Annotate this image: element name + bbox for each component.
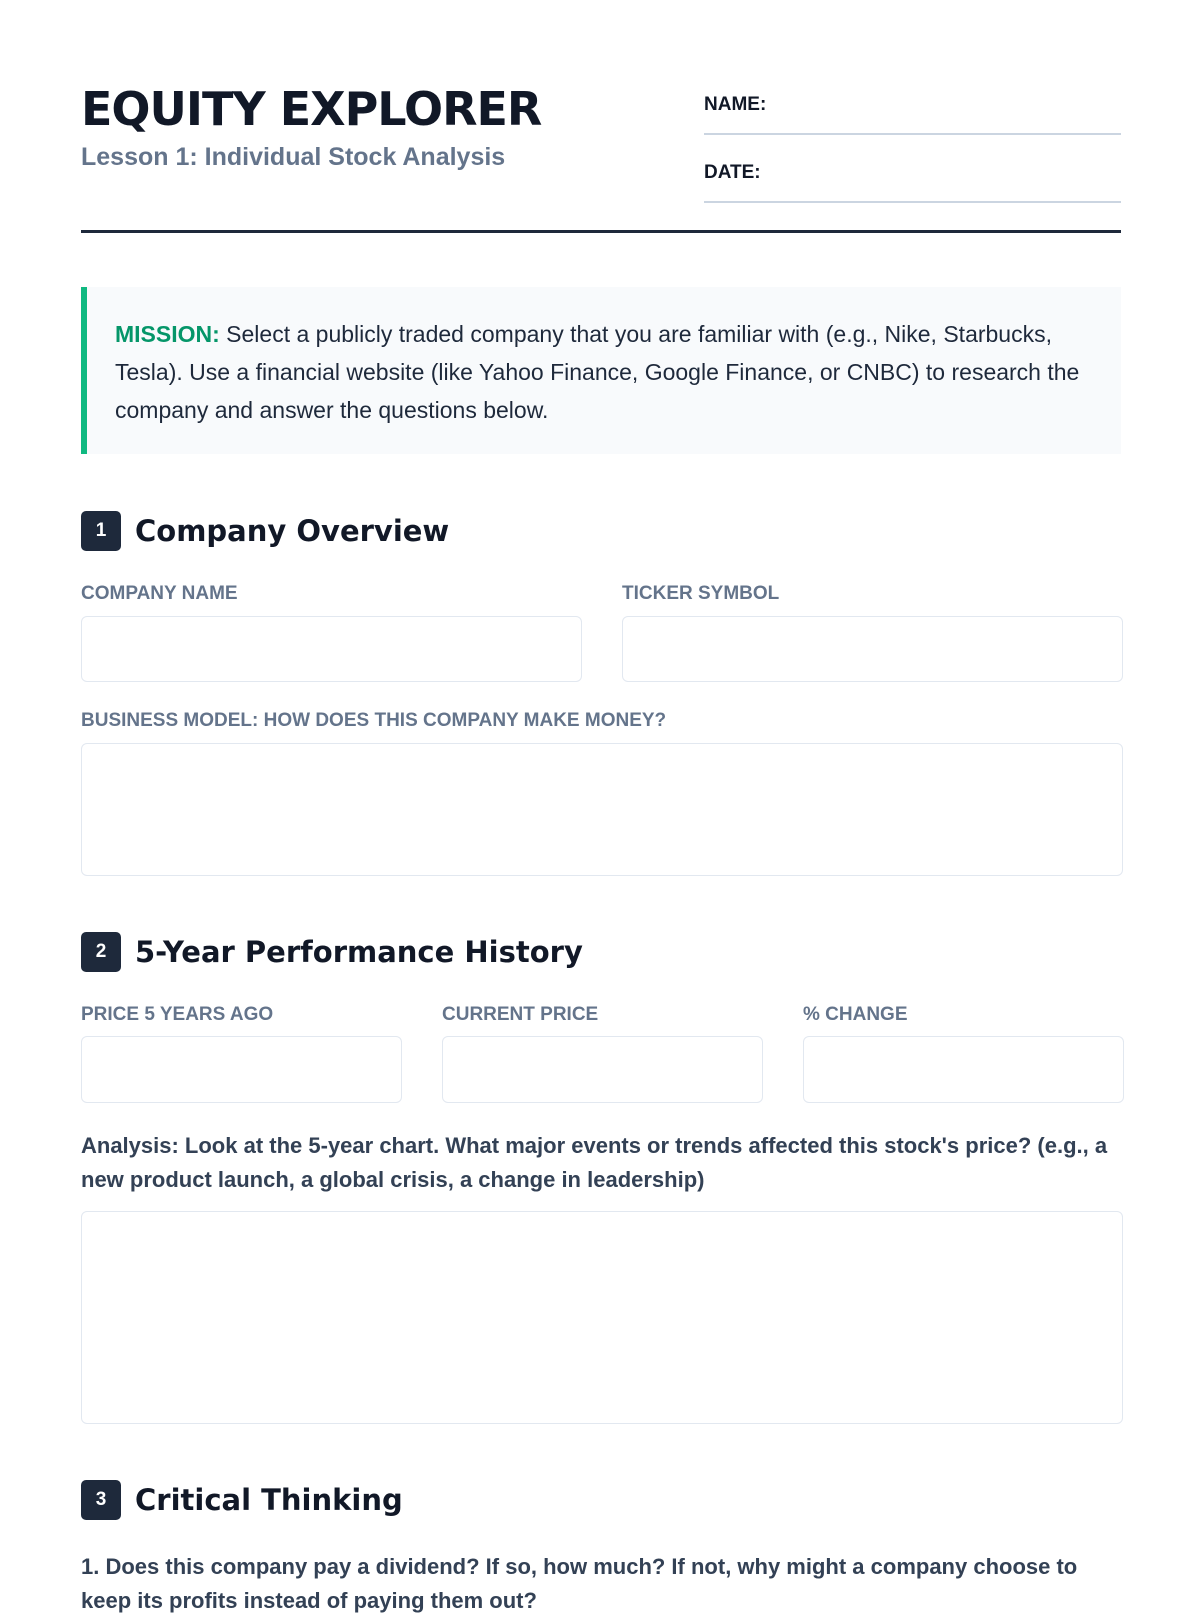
date-label: DATE: [704, 162, 761, 183]
section-number-badge: 2 [81, 932, 121, 972]
mission-label: MISSION: [115, 321, 220, 347]
current-price-field[interactable] [442, 1036, 763, 1103]
dividend-question: 1. Does this company pay a dividend? If so, how much? If not, why might a company choose to keep its profits instead of paying them out? [81, 1554, 1078, 1613]
header-divider [81, 230, 1121, 233]
current-price-label: CURRENT PRICE [442, 1004, 599, 1025]
section-company-overview [81, 511, 449, 551]
mission-text: Select a publicly traded company that you are familiar with (e.g., Nike, Starbucks, Tesla). Use a financial website (like Yahoo Finance, Google Finance, or CNBC) to research the company and answer the questions below. [115, 321, 1080, 423]
company-name-label: COMPANY NAME [81, 583, 238, 604]
price-5-years-ago-label: PRICE 5 YEARS AGO [81, 1004, 274, 1025]
percent-change-field[interactable] [803, 1036, 1124, 1103]
name-field[interactable] [704, 94, 1121, 135]
date-field[interactable] [704, 162, 1121, 203]
analysis-answer-field[interactable] [81, 1211, 1123, 1424]
ticker-symbol-field[interactable] [622, 616, 1123, 682]
section-critical-thinking [81, 1480, 403, 1520]
company-name-field[interactable] [81, 616, 582, 682]
percent-change-label: % CHANGE [803, 1004, 908, 1025]
ticker-symbol-label: TICKER SYMBOL [622, 583, 780, 604]
section-title: 5-Year Performance History [135, 935, 583, 969]
price-5-years-ago-field[interactable] [81, 1036, 402, 1103]
lesson-subtitle: Lesson 1: Individual Stock Analysis [81, 143, 506, 171]
mission-callout [81, 287, 1121, 454]
business-model-label: BUSINESS MODEL: HOW DOES THIS COMPANY MAKE MONEY? [81, 710, 667, 731]
business-model-field[interactable] [81, 743, 1123, 876]
section-number-badge: 1 [81, 511, 121, 551]
worksheet-title: EQUITY EXPLORER [81, 82, 542, 136]
section-title: Critical Thinking [135, 1483, 403, 1517]
section-number-badge: 3 [81, 1480, 121, 1520]
section-performance-history [81, 932, 583, 972]
analysis-question: Analysis: Look at the 5-year chart. What major events or trends affected this stock's price? (e.g., a new product launch, a global crisis, a change in leadership) [81, 1133, 1108, 1192]
section-title: Company Overview [135, 514, 450, 548]
name-label: NAME: [704, 94, 767, 115]
